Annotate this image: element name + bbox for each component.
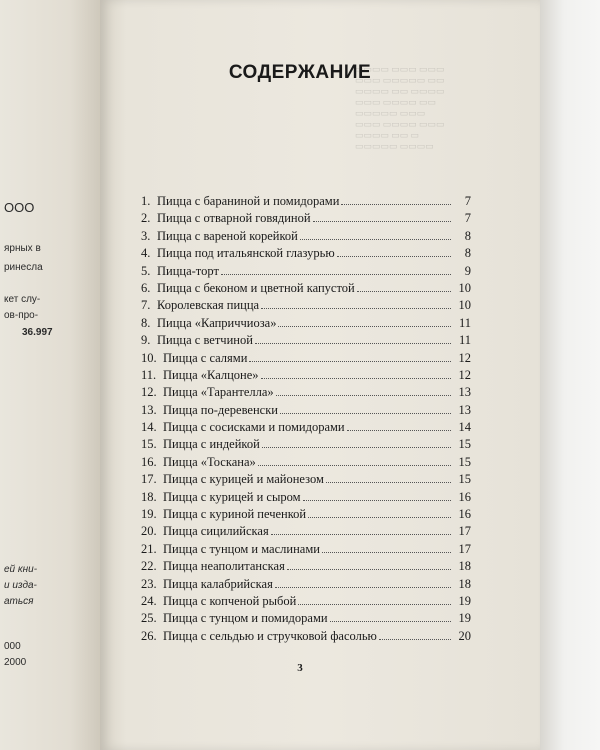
dot-leader <box>322 543 451 553</box>
contents-entry <box>141 559 471 576</box>
entry-page: 10 <box>458 298 471 313</box>
dot-leader <box>326 473 451 483</box>
left-page-line: и изда- <box>4 580 37 591</box>
entry-page: 8 <box>464 228 471 243</box>
dot-leader <box>337 247 451 257</box>
entry-title: Королевская пицца <box>157 298 260 313</box>
entry-page: 12 <box>458 367 471 382</box>
contents-entry <box>141 264 471 281</box>
entry-number: 6. <box>141 280 151 295</box>
entry-title: Пицца с вареной корейкой <box>157 228 298 243</box>
entry-number: 4. <box>141 246 151 261</box>
contents-entry <box>141 403 471 420</box>
entry-number: 26. <box>141 628 157 643</box>
entry-number: 11. <box>141 367 157 382</box>
contents-entry <box>141 437 471 454</box>
dot-leader <box>347 421 451 431</box>
entry-page: 9 <box>464 263 471 278</box>
contents-entry <box>141 333 471 350</box>
entry-page: 20 <box>458 628 471 643</box>
contents-entry <box>141 542 471 559</box>
entry-title: Пицца с курицей и сыром <box>163 489 301 504</box>
entry-title: Пицца «Тоскана» <box>163 454 256 469</box>
dot-leader <box>303 491 451 501</box>
dot-leader <box>287 560 451 570</box>
dot-leader <box>262 438 451 448</box>
entry-page: 12 <box>458 350 471 365</box>
entry-title: Пицца «Тарантелла» <box>163 385 274 400</box>
entry-number: 7. <box>141 298 151 313</box>
entry-page: 19 <box>458 593 471 608</box>
entry-page: 15 <box>458 437 471 452</box>
dot-leader <box>261 299 451 309</box>
dot-leader <box>280 404 451 414</box>
entry-title: Пицца неаполитанская <box>163 559 285 574</box>
dot-leader <box>298 595 451 605</box>
entry-number: 5. <box>141 263 151 278</box>
page-edge-shadow <box>540 0 600 750</box>
entry-title: Пицца-торт <box>157 263 219 278</box>
entry-page: 17 <box>458 541 471 556</box>
entry-number: 17. <box>141 472 157 487</box>
contents-entry <box>141 507 471 524</box>
contents-entry <box>141 594 471 611</box>
entry-page: 7 <box>464 211 471 226</box>
dot-leader <box>275 578 451 588</box>
page-number: 3 <box>297 662 303 674</box>
entry-title: Пицца с куриной печенкой <box>163 507 307 522</box>
dot-leader <box>276 386 451 396</box>
contents-entry <box>141 472 471 489</box>
entry-title: Пицца с отварной говядиной <box>157 211 311 226</box>
entry-number: 23. <box>141 576 157 591</box>
entry-number: 16. <box>141 454 157 469</box>
entry-page: 7 <box>464 194 471 208</box>
left-page-line: аться <box>4 596 34 607</box>
dot-leader <box>278 317 451 327</box>
dot-leader <box>330 612 451 622</box>
entry-number: 24. <box>141 593 157 608</box>
entry-number: 25. <box>141 611 157 626</box>
contents-entry <box>141 246 471 263</box>
entry-title: Пицца «Каприччиоза» <box>157 315 277 330</box>
dot-leader <box>258 456 451 466</box>
entry-number: 18. <box>141 489 157 504</box>
left-page-line: 2000 <box>4 657 27 668</box>
contents-entry <box>141 351 471 368</box>
left-page-line: ринесла <box>4 262 43 273</box>
entry-title: Пицца с бараниной и помидорами <box>157 194 340 208</box>
dot-leader <box>221 265 451 275</box>
left-page-line: 36.997 <box>22 327 53 338</box>
entry-page: 10 <box>458 280 471 295</box>
entry-title: Пицца с салями <box>163 350 248 365</box>
entry-title: Пицца с курицей и майонезом <box>163 472 324 487</box>
bleed-through-text: ▭▭▭▭ ▭▭▭ ▭▭▭ ▭▭▭ ▭▭▭▭▭ ▭▭ ▭▭▭▭ ▭▭ ▭▭▭▭ ▭▭▭ ▭▭▭▭ ▭▭ ▭▭▭▭▭ ▭▭▭ ▭▭▭ ▭▭▭▭ ▭▭▭ ▭▭▭▭ ▭▭ ▭ ▭▭▭▭▭ ▭▭▭▭ <box>355 64 445 151</box>
contents-entry <box>141 455 471 472</box>
entry-number: 21. <box>141 541 157 556</box>
entry-title: Пицца с индейкой <box>163 437 260 452</box>
dot-leader <box>255 334 451 344</box>
contents-entry <box>141 577 471 594</box>
entry-title: Пицца с беконом и цветной капустой <box>157 280 355 295</box>
entry-number: 10. <box>141 350 157 365</box>
contents-entry <box>141 385 471 402</box>
dot-leader <box>300 230 451 240</box>
dot-leader <box>313 212 451 222</box>
dot-leader <box>249 352 451 362</box>
contents-entry <box>141 490 471 507</box>
contents-entry <box>141 281 471 298</box>
entry-title: Пицца «Калцоне» <box>163 367 259 382</box>
contents-title: СОДЕРЖАНИЕ <box>228 62 372 83</box>
entry-page: 13 <box>458 385 471 400</box>
entry-number: 20. <box>141 524 157 539</box>
left-page-line: кет слу- <box>4 294 41 305</box>
dot-leader <box>308 508 451 518</box>
left-page-line: ООО <box>4 200 35 215</box>
entry-number: 8. <box>141 315 151 330</box>
contents-entry <box>141 629 471 646</box>
contents-entry <box>141 229 471 246</box>
left-page-line: ей кни- <box>4 564 38 575</box>
entry-page: 8 <box>464 246 471 261</box>
entry-page: 19 <box>458 611 471 626</box>
entry-page: 11 <box>458 333 471 348</box>
dot-leader <box>357 282 451 292</box>
contents-entry <box>141 298 471 315</box>
entry-title: Пицца с сосисками и помидорами <box>163 420 345 435</box>
entry-title: Пицца с ветчиной <box>157 333 253 348</box>
entry-title: Пицца с копченой рыбой <box>163 593 297 608</box>
entry-number: 22. <box>141 559 157 574</box>
contents-entry <box>141 611 471 628</box>
left-page-line: 000 <box>4 641 21 652</box>
entry-title: Пицца под итальянской глазурью <box>157 246 335 261</box>
entry-number: 14. <box>141 420 157 435</box>
entry-title: Пицца с тунцом и маслинами <box>163 541 320 556</box>
entry-page: 15 <box>458 472 471 487</box>
entry-number: 9. <box>141 333 151 348</box>
contents-entry <box>141 368 471 385</box>
entry-page: 16 <box>458 489 471 504</box>
entry-number: 13. <box>141 402 157 417</box>
contents-entry <box>141 524 471 541</box>
entry-title: Пицца сицилийская <box>163 524 269 539</box>
entry-page: 15 <box>458 454 471 469</box>
entry-title: Пицца по-деревенски <box>163 402 278 417</box>
contents-entry <box>141 194 471 211</box>
entry-page: 16 <box>458 507 471 522</box>
contents-list <box>141 194 471 646</box>
entry-number: 19. <box>141 507 157 522</box>
entry-title: Пицца с сельдью и стручковой фасолью <box>163 628 377 643</box>
contents-entry <box>141 316 471 333</box>
left-page-line: ов-про- <box>4 310 39 321</box>
entry-number: 15. <box>141 437 157 452</box>
entry-page: 18 <box>458 559 471 574</box>
entry-page: 14 <box>458 420 471 435</box>
entry-title: Пицца с тунцом и помидорами <box>163 611 328 626</box>
entry-number: 1. <box>141 194 151 208</box>
left-page-line: ярных в <box>4 243 41 254</box>
contents-entry <box>141 211 471 228</box>
dot-leader <box>261 369 451 379</box>
entry-page: 18 <box>458 576 471 591</box>
left-page-fragment <box>0 0 100 750</box>
dot-leader <box>341 195 451 205</box>
entry-page: 11 <box>458 315 471 330</box>
entry-page: 17 <box>458 524 471 539</box>
entry-number: 12. <box>141 385 157 400</box>
entry-number: 2. <box>141 211 151 226</box>
contents-entry <box>141 420 471 437</box>
entry-page: 13 <box>458 402 471 417</box>
dot-leader <box>271 525 451 535</box>
entry-number: 3. <box>141 228 151 243</box>
dot-leader <box>379 630 451 640</box>
entry-title: Пицца калабрийская <box>163 576 273 591</box>
